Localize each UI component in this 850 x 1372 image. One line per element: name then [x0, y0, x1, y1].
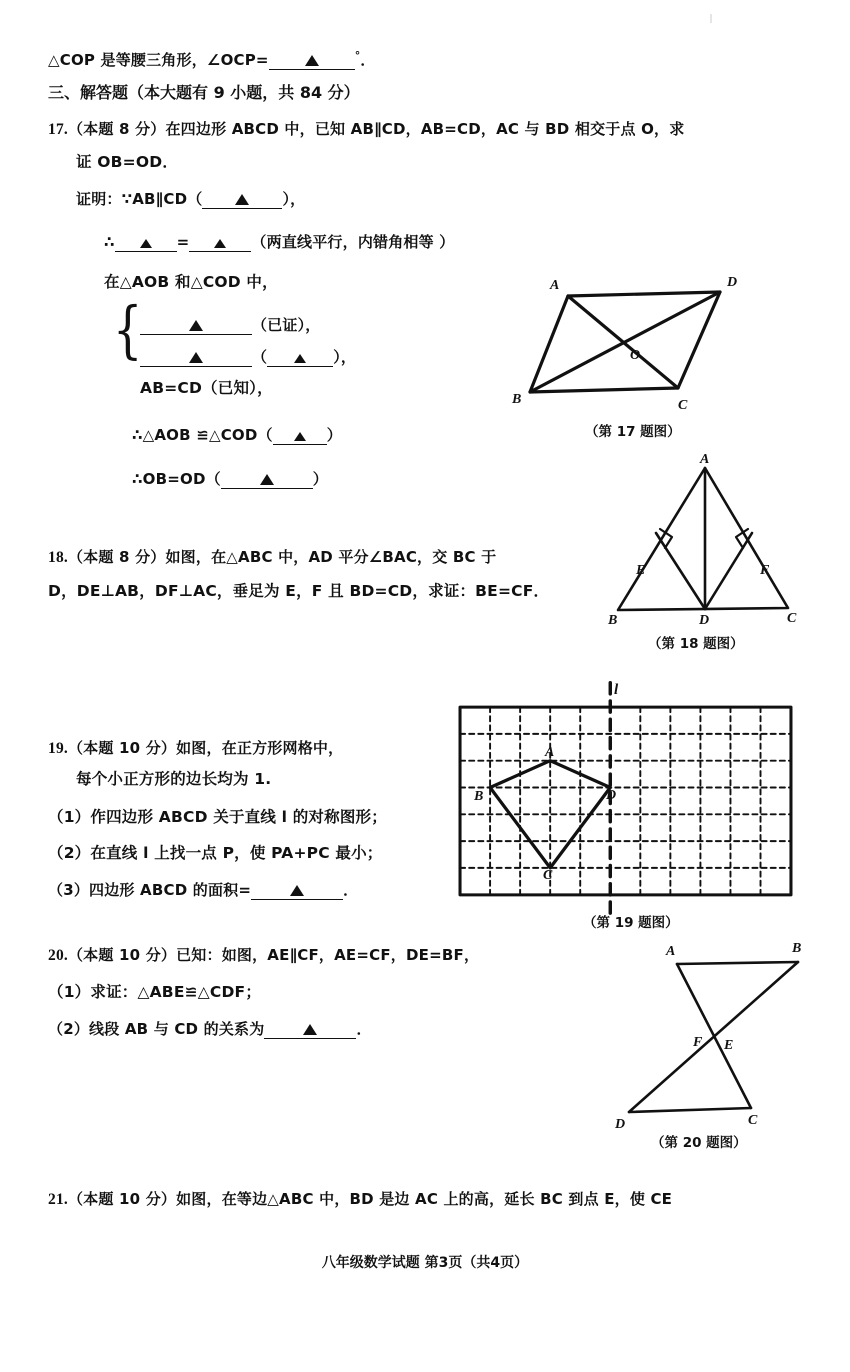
proof-17-step2	[104, 235, 454, 252]
answer-triangle-icon	[303, 1024, 317, 1035]
proof-17-step2-reason: （两直线平行，内错角相等 ）	[251, 233, 455, 251]
problem-21-number-line	[48, 1192, 672, 1208]
figure-17-label-O: O	[630, 348, 641, 363]
answer-triangle-icon	[214, 239, 226, 248]
proof-17-concl2-prefix: ∴OB=OD（	[132, 470, 221, 488]
system-brace: {	[112, 293, 143, 366]
answer-triangle-icon	[294, 354, 306, 363]
figure-20-caption: （第 20 题图）	[651, 1135, 747, 1151]
problem-18-number-line	[48, 550, 496, 566]
problem-20-relation-blank[interactable]	[264, 1022, 356, 1039]
problem-17-points: （本题 8 分）	[67, 120, 166, 138]
problem-20-sub2-tail: ．	[356, 1020, 372, 1038]
carryover-text-a: △COP 是等腰三角形，	[48, 51, 207, 70]
figure-20-label-D: D	[615, 1117, 626, 1132]
proof-17-concl1-prefix: ∴△AOB ≌△COD（	[132, 426, 273, 444]
figure-17-caption: （第 17 题图）	[585, 424, 681, 440]
problem-19-sub-1: （1）作四边形 ABCD 关于直线 l 的对称图形；	[48, 808, 387, 826]
problem-17-stem-line2: 证 OB=OD．	[76, 153, 179, 171]
problem-18-stem-line1: 如图，在△ABC 中，AD 平分∠BAC，交 BC 于	[165, 548, 497, 566]
proof-17-blank-3[interactable]	[189, 235, 251, 252]
proof-17-concl1-suffix: ）	[326, 426, 342, 444]
problem-20-sub-1: （1）求证：△ABE≌△CDF；	[48, 983, 262, 1001]
problem-17-stem-line1: 在四边形 ABCD 中，已知 AB∥CD，AB=CD，AC 与 BD 相交于点 O，求	[165, 120, 685, 138]
answer-triangle-icon	[290, 885, 304, 896]
page-footer: 八年级数学试题 第3页（共4页）	[321, 1255, 529, 1271]
carryover-blank[interactable]	[269, 53, 355, 70]
proof-17-condition-3: AB=CD（已知），	[140, 379, 273, 397]
carryover-period: ．	[360, 51, 376, 70]
figure-18-label-F: F	[760, 563, 770, 578]
carryover-line	[48, 50, 376, 70]
figure-18-caption: （第 18 题图）	[648, 636, 744, 652]
figure-19-label-D: D	[606, 788, 617, 803]
figure-18-label-A: A	[700, 452, 710, 467]
problem-17-number: 17.	[48, 121, 68, 138]
proof-17-blank-7[interactable]	[273, 428, 327, 445]
figure-17-label-B: B	[512, 392, 522, 407]
figure-19-line-label: l	[614, 682, 619, 698]
problem-18-number: 18.	[48, 549, 68, 566]
proof-17-cond2-close: ），	[333, 348, 357, 366]
figure-18	[610, 460, 810, 620]
proof-17-blank-4[interactable]	[140, 318, 252, 335]
problem-19-number-line	[48, 741, 343, 757]
figure-18-label-C: C	[787, 611, 797, 626]
proof-17-condition-1	[140, 318, 321, 335]
problem-18-stem-line2: D，DE⊥AB，DF⊥AC，垂足为 E，F 且 BD=CD，求证：BE=CF．	[48, 582, 550, 600]
figure-20-label-C: C	[748, 1113, 758, 1128]
scan-artifact	[710, 14, 712, 23]
proof-17-step2-prefix: ∴	[104, 233, 115, 251]
problem-19-stem-line1: 如图，在正方形网格中，	[176, 739, 344, 757]
answer-triangle-icon	[260, 474, 274, 485]
problem-21-points: （本题 10 分）	[67, 1190, 177, 1208]
problem-19-points: （本题 10 分）	[67, 739, 177, 757]
proof-17-blank-8[interactable]	[221, 472, 313, 489]
problem-19-sub3-text: （3）四边形 ABCD 的面积=	[48, 881, 252, 899]
problem-21-stem-line1: 如图，在等边△ABC 中，BD 是边 AC 上的高，延长 BC 到点 E，使 CE	[176, 1190, 673, 1208]
answer-triangle-icon	[294, 432, 306, 441]
figure-17-label-C: C	[678, 398, 688, 413]
proof-17-blank-6[interactable]	[267, 350, 333, 367]
problem-19-sub-3	[48, 883, 358, 900]
figure-20-label-A: A	[666, 944, 676, 959]
figure-20-label-F: F	[693, 1035, 703, 1050]
proof-17-step2-equals: =	[176, 233, 190, 251]
figure-19-label-C: C	[543, 868, 553, 883]
proof-17-lead	[76, 192, 305, 209]
problem-21-number: 21.	[48, 1191, 68, 1208]
figure-20	[595, 950, 815, 1130]
figure-19-grid	[458, 705, 793, 897]
figure-19-caption: （第 19 题图）	[583, 915, 679, 931]
problem-20-number: 20.	[48, 947, 68, 964]
degree-symbol: °	[354, 49, 361, 62]
proof-17-lead-text: 证明：∵AB∥CD（	[76, 190, 203, 208]
proof-17-blank-5[interactable]	[140, 350, 252, 367]
answer-triangle-icon	[189, 320, 203, 331]
problem-19-sub3-tail: ．	[343, 881, 359, 899]
proof-17-blank-1[interactable]	[202, 192, 282, 209]
problem-19-number: 19.	[48, 740, 68, 757]
proof-17-conclusion-2	[132, 472, 328, 489]
figure-17-label-D: D	[727, 275, 738, 290]
answer-triangle-icon	[189, 352, 203, 363]
figure-20-label-E: E	[724, 1038, 734, 1053]
proof-17-cond1-reason: （已证），	[252, 316, 321, 334]
proof-17-blank-2[interactable]	[115, 235, 177, 252]
problem-20-sub-2	[48, 1022, 372, 1039]
figure-19-label-B: B	[474, 789, 484, 804]
problem-19-sub-2: （2）在直线 l 上找一点 P，使 PA+PC 最小；	[48, 844, 383, 862]
problem-19-stem-line2: 每个小正方形的边长均为 1.	[76, 770, 272, 788]
answer-triangle-icon	[235, 194, 249, 205]
proof-17-concl2-suffix: ）	[312, 470, 328, 488]
carryover-text-b: ∠OCP=	[206, 51, 269, 70]
proof-17-step3: 在△AOB 和△COD 中，	[104, 273, 278, 291]
problem-20-points: （本题 10 分）	[67, 946, 177, 964]
problem-19-area-blank[interactable]	[251, 883, 343, 900]
problem-17-number-line	[48, 122, 684, 138]
figure-19-label-A: A	[545, 745, 555, 760]
figure-18-label-D: D	[699, 613, 710, 628]
proof-17-lead-tail: ），	[282, 190, 306, 208]
figure-18-label-B: B	[608, 613, 618, 628]
problem-18-points: （本题 8 分）	[67, 548, 166, 566]
problem-20-number-line	[48, 948, 479, 964]
answer-triangle-icon	[140, 239, 152, 248]
problem-20-stem-line1: 已知：如图，AE∥CF，AE=CF，DE=BF，	[176, 946, 480, 964]
proof-17-conclusion-1	[132, 428, 342, 445]
section-heading: 三、解答题（本大题有 9 小题，共 84 分）	[48, 83, 360, 102]
figure-17-label-A: A	[550, 278, 560, 293]
proof-17-cond2-open: （	[252, 348, 268, 366]
figure-20-label-B: B	[792, 941, 802, 956]
figure-18-label-E: E	[636, 563, 646, 578]
problem-20-sub2-text: （2）线段 AB 与 CD 的关系为	[48, 1020, 265, 1038]
figure-17	[520, 280, 770, 410]
proof-17-condition-2	[140, 350, 356, 367]
answer-triangle-icon	[305, 55, 319, 66]
